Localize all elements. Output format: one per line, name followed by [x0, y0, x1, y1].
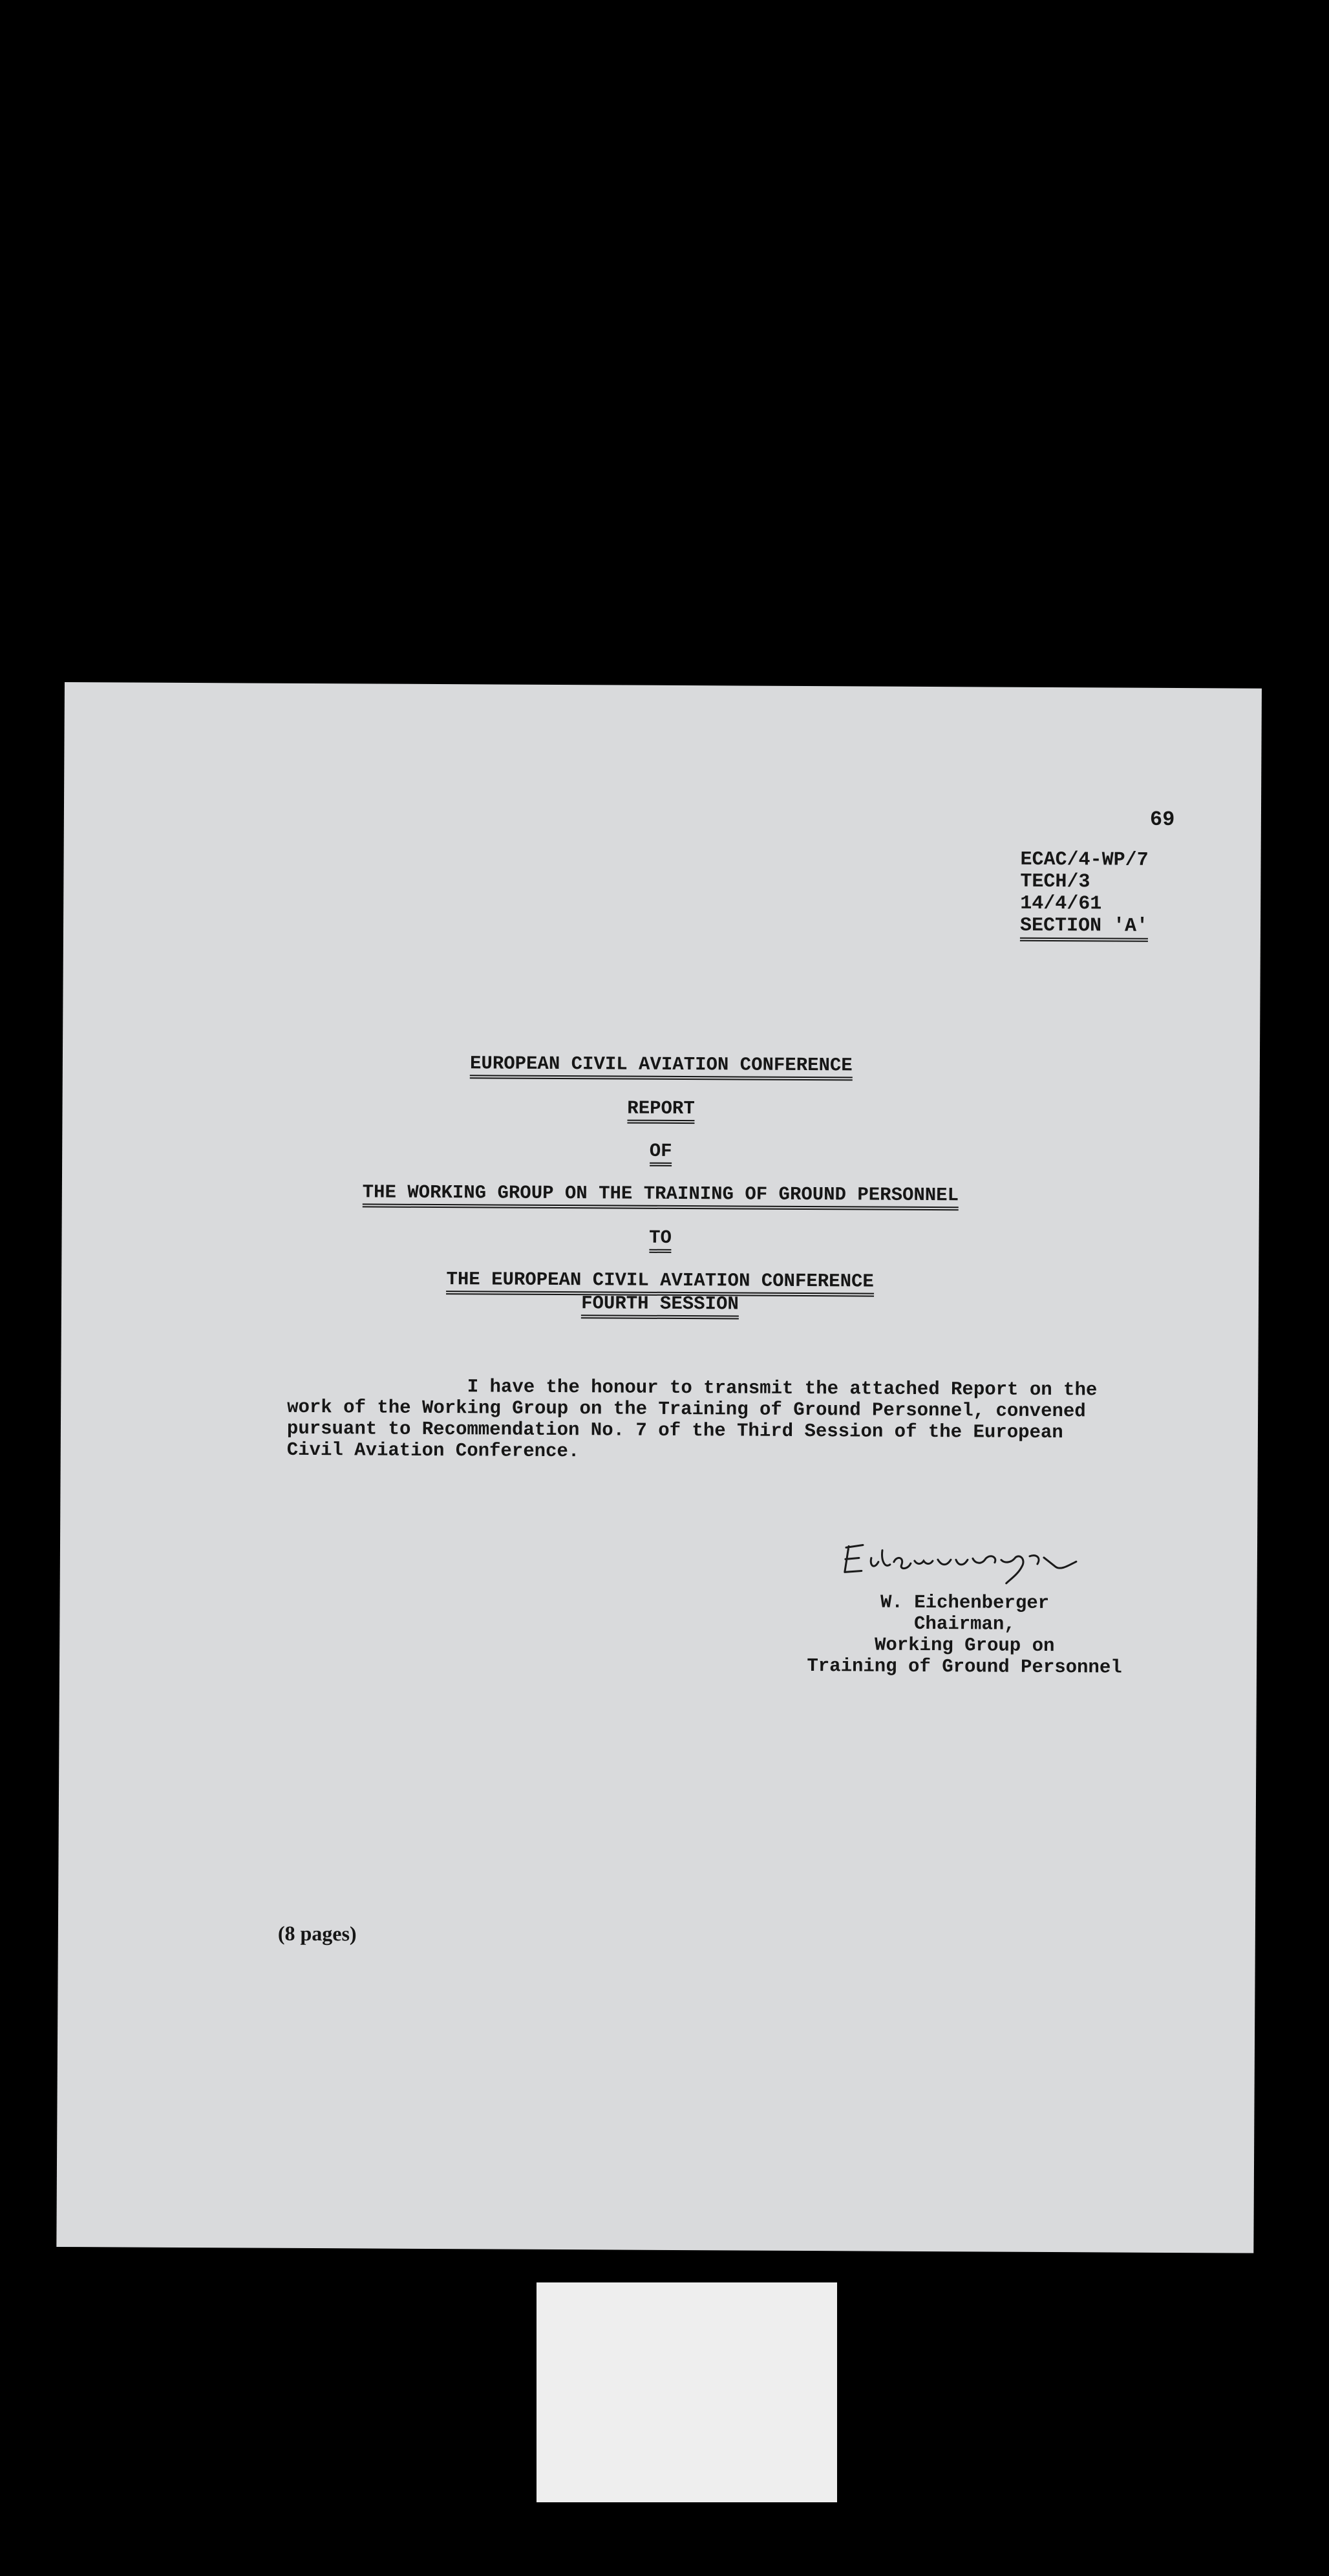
page-number: 69 [1149, 807, 1175, 832]
blank-card [537, 2282, 837, 2502]
body-paragraph [287, 1375, 1154, 1465]
body-line: I have the honour to transmit the attached Report on the [287, 1375, 1098, 1401]
signatory-group: Working Group on [874, 1634, 1055, 1657]
reference-block [1020, 849, 1149, 942]
body-line: Civil Aviation Conference. [286, 1439, 580, 1463]
signatory-title: Chairman, [913, 1613, 1015, 1635]
reference-tech: TECH/3 [1020, 870, 1090, 894]
reference-code: ECAC/4-WP/7 [1020, 848, 1149, 872]
document-page [56, 682, 1262, 2253]
title-conference: EUROPEAN CIVIL AVIATION CONFERENCE [63, 1051, 1260, 1083]
signatory-group-name: Training of Ground Personnel [807, 1655, 1122, 1679]
title-european-conference: THE EUROPEAN CIVIL AVIATION CONFERENCE [61, 1267, 1259, 1299]
title-report: REPORT [62, 1095, 1259, 1127]
handwritten-signature [836, 1527, 1133, 1586]
pages-note: (8 pages) [277, 1921, 357, 1946]
title-working-group: THE WORKING GROUP ON THE TRAINING OF GROUND PERSONNEL [62, 1180, 1259, 1212]
signatory-block [783, 1591, 1146, 1679]
title-to: TO [61, 1224, 1259, 1256]
body-line: work of the Working Group on the Training of Ground Personnel, convened [287, 1396, 1086, 1422]
title-fourth-session: FOURTH SESSION [61, 1290, 1259, 1322]
body-line: pursuant to Recommendation No. 7 of the Third Session of the European [286, 1417, 1063, 1444]
reference-section: SECTION 'A' [1020, 915, 1148, 942]
title-of: OF [62, 1137, 1259, 1170]
reference-date: 14/4/61 [1020, 892, 1102, 916]
signatory-name: W. Eichenberger [880, 1591, 1050, 1614]
